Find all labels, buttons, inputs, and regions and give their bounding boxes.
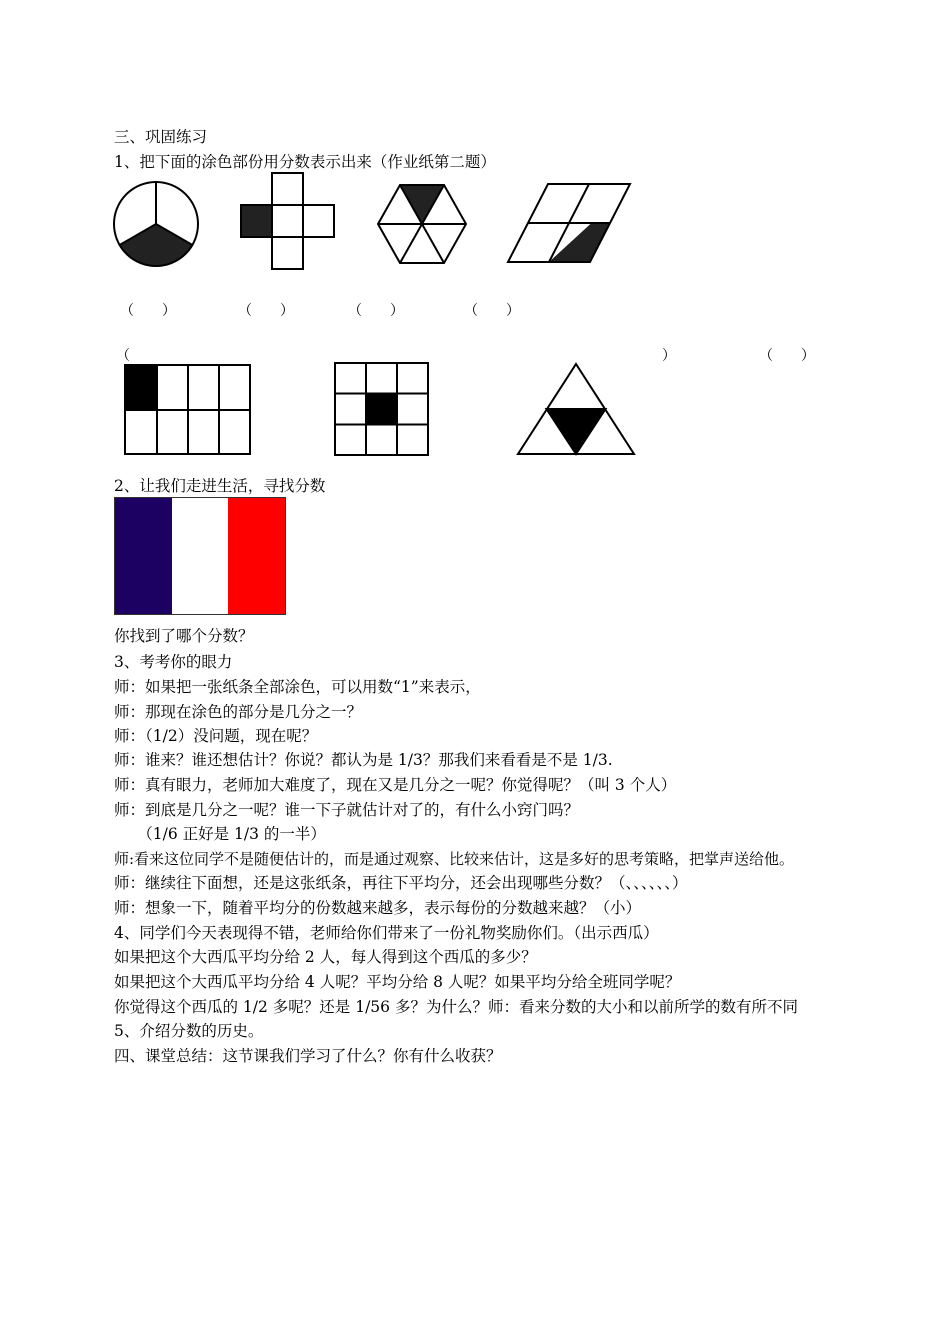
section-title: 三、巩固练习 xyxy=(114,128,208,146)
text-line: 师:看来这位同学不是随便估计的，而是通过观察、比较来估计，这是多好的思考策略，把掌声送给他。 xyxy=(114,850,795,868)
text-line: （1/6 正好是 1/3 的一半） xyxy=(114,825,326,843)
text-line: 师：如果把一张纸条全部涂色，可以用数“1”来表示， xyxy=(114,678,481,696)
hexagon-sixths-figure xyxy=(376,183,468,265)
text-line: 如果把这个大西瓜平均分给 4 人呢？平均分给 8 人呢？如果平均分给全班同学呢？ xyxy=(114,973,681,991)
answer-blank-close[interactable]: ） xyxy=(662,348,676,364)
french-flag-image xyxy=(114,497,286,615)
circle-thirds-figure xyxy=(112,180,202,270)
grid-ninths-figure xyxy=(334,362,430,456)
triangle-quarters-figure xyxy=(516,362,636,456)
text-line: 如果把这个大西瓜平均分给 2 人，每人得到这个西瓜的多少？ xyxy=(114,948,537,966)
text-line: 师：（1/2）没问题，现在呢？ xyxy=(114,727,318,745)
answer-blank-open[interactable]: （ xyxy=(116,348,130,364)
question-4: 4、同学们今天表现得不错，老师给你们带来了一份礼物奖励你们。（出示西瓜） xyxy=(114,924,659,942)
answer-blank[interactable]: （ ） xyxy=(464,303,520,319)
answer-blank[interactable]: （ ） xyxy=(759,348,815,364)
text-line: 师：到底是几分之一呢？谁一下子就估计对了的，有什么小窍门吗？ xyxy=(114,801,580,819)
grid-eighths-figure xyxy=(124,364,252,456)
question-1: 1、把下面的涂色部份用分数表示出来（作业纸第二题） xyxy=(114,153,496,171)
text-line: 你觉得这个西瓜的 1/2 多呢？还是 1/56 多？为什么？师：看来分数的大小和以前所学的数有所不同 xyxy=(114,998,798,1016)
cross-squares-figure xyxy=(240,172,336,270)
text-line: 师：想象一下，随着平均分的份数越来越多，表示每份的分数越来越？（小） xyxy=(114,899,642,917)
flag-band-white xyxy=(172,498,229,614)
flag-band-red xyxy=(228,498,285,614)
answer-blank[interactable]: （ ） xyxy=(120,303,176,319)
section-summary: 四、课堂总结：这节课我们学习了什么？你有什么收获？ xyxy=(114,1047,502,1065)
question-5: 5、介绍分数的历史。 xyxy=(114,1022,264,1040)
answer-blank[interactable]: （ ） xyxy=(348,303,404,319)
parallelogram-quarters-figure xyxy=(504,182,634,264)
question-2: 2、让我们走进生活，寻找分数 xyxy=(114,477,326,495)
answer-blank[interactable]: （ ） xyxy=(238,303,294,319)
text-line: 师：真有眼力，老师加大难度了，现在又是几分之一呢？你觉得呢？（叫 3 个人） xyxy=(114,776,677,794)
text-line: 师：继续往下面想，还是这张纸条，再往下平均分，还会出现哪些分数？（、、、、、、） xyxy=(114,874,688,892)
text-line: 你找到了哪个分数？ xyxy=(114,627,254,645)
text-line: 师：谁来？谁还想估计？你说？都认为是 1/3？那我们来看看是不是 1/3. xyxy=(114,751,613,769)
text-line: 师：那现在涂色的部分是几分之一？ xyxy=(114,703,363,721)
question-3: 3、考考你的眼力 xyxy=(114,653,233,671)
flag-band-blue xyxy=(115,498,172,614)
